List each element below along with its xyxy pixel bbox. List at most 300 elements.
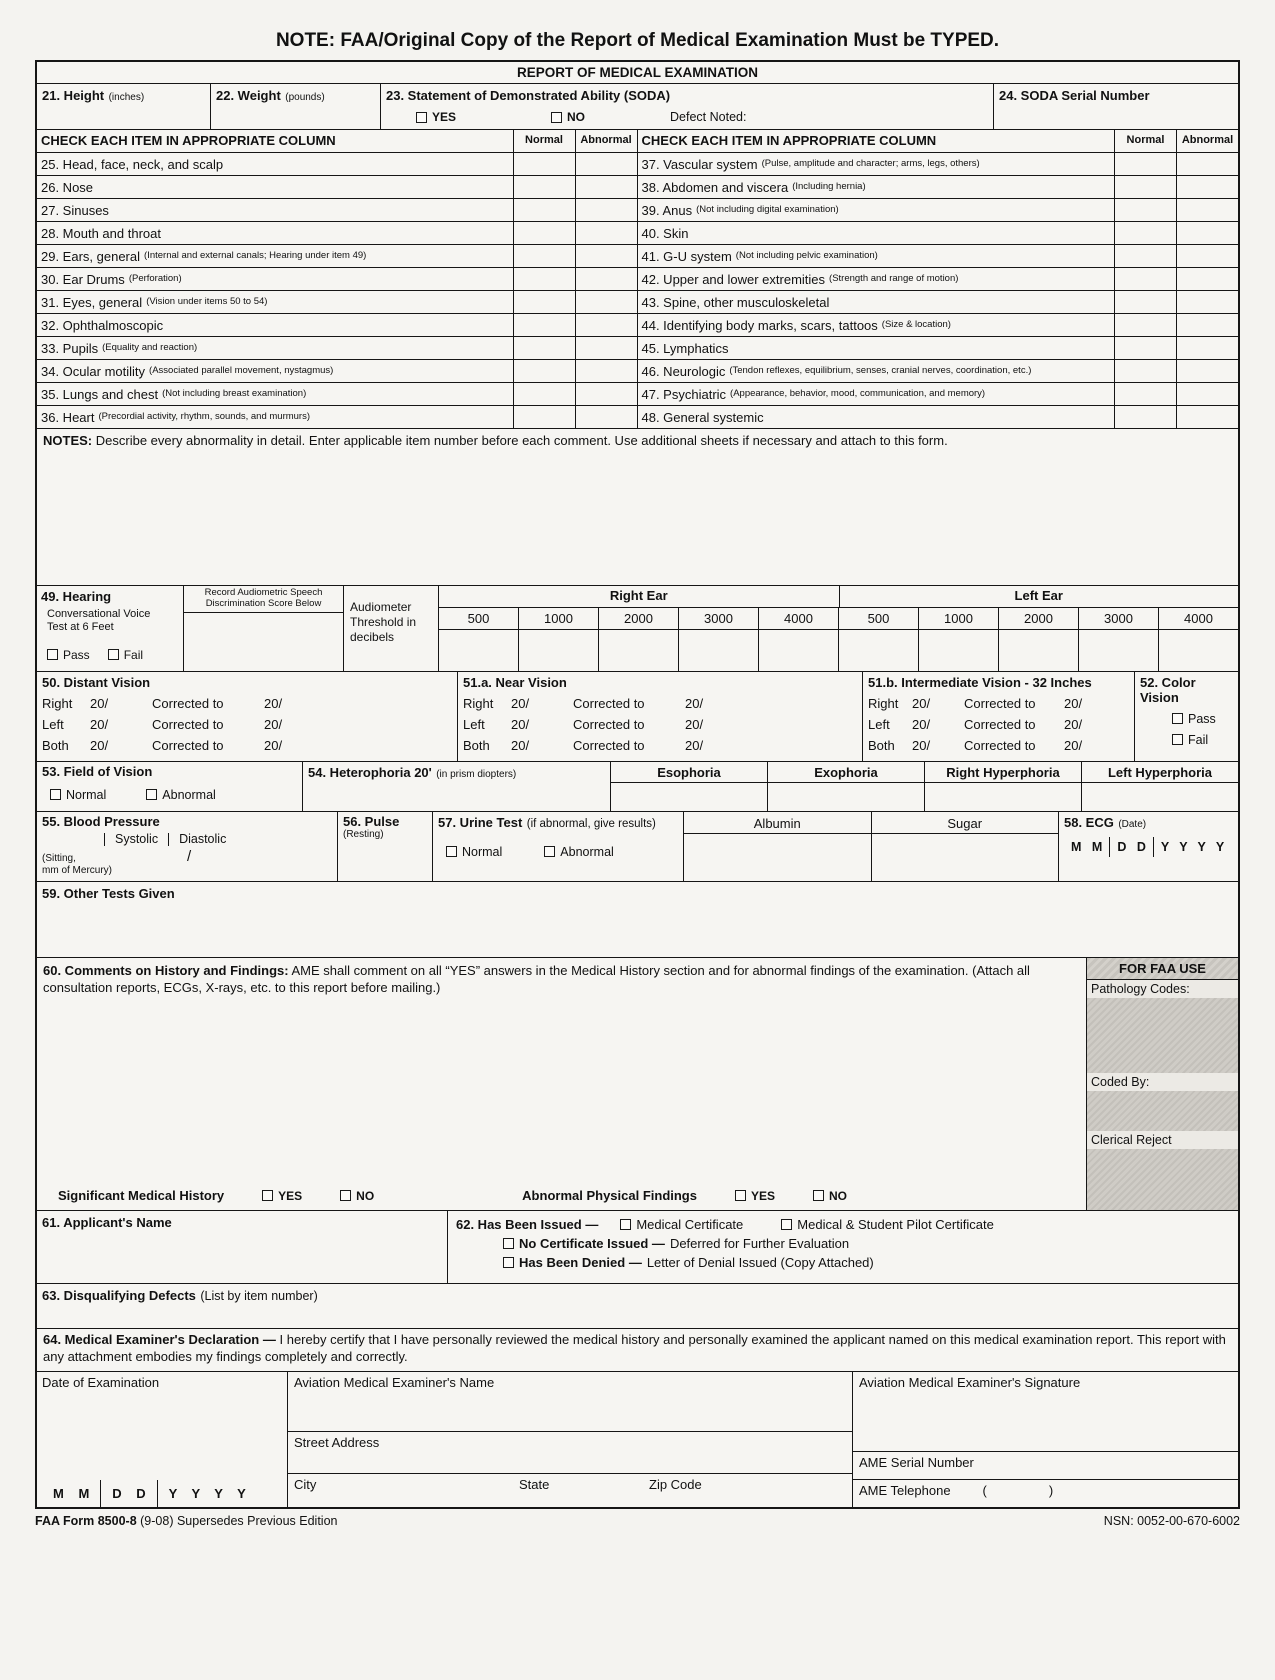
urine-test-label: 57. Urine Test: [438, 815, 523, 830]
check-row: [37, 313, 637, 336]
blood-pressure-cell: [37, 812, 337, 881]
albumin-value-cell[interactable]: [684, 834, 871, 881]
check-row: [37, 221, 637, 244]
check-item-note: (Size & location): [881, 319, 951, 331]
side-label: Both: [868, 738, 895, 753]
acuity-field[interactable]: 20/: [912, 696, 931, 711]
date-of-examination-label: Date of Examination: [42, 1375, 160, 1390]
ame-serial-number-field[interactable]: [853, 1452, 1238, 1480]
city-field[interactable]: City: [294, 1477, 317, 1492]
systolic-label: Systolic: [115, 832, 159, 846]
abnormal-check-cell[interactable]: [575, 406, 637, 428]
abnormal-check-cell[interactable]: [1176, 337, 1238, 359]
field-of-vision-cell: [37, 762, 302, 811]
blood-pressure-label: 55. Blood Pressure: [42, 814, 160, 829]
height-field[interactable]: [37, 84, 210, 129]
normal-check-cell[interactable]: [513, 406, 575, 428]
examiner-name-label: Aviation Medical Examiner's Name: [294, 1375, 495, 1390]
threshold-value-cell[interactable]: [518, 630, 598, 671]
corrected-field[interactable]: 20/: [1064, 717, 1083, 732]
check-item-label: 48. General systemic: [641, 409, 764, 425]
soda-label: 23. Statement of Demonstrated Ability (SODA): [386, 88, 671, 103]
intermediate-vision-label: 51.b. Intermediate Vision - 32 Inches: [868, 675, 1092, 690]
normal-check-cell[interactable]: [513, 360, 575, 382]
medical-student-certificate-label: Medical & Student Pilot Certificate: [797, 1217, 994, 1232]
side-label: Right: [463, 696, 494, 711]
height-label: 21. Height: [42, 88, 105, 103]
check-item-note: (Pulse, amplitude and character; arms, legs, others): [761, 158, 980, 170]
soda-serial-field[interactable]: [993, 84, 1238, 129]
ame-telephone-label: AME Telephone: [859, 1483, 951, 1498]
corrected-field[interactable]: 20/: [685, 717, 704, 732]
hearing-section: [37, 585, 1238, 671]
normal-check-cell[interactable]: [1114, 176, 1176, 198]
ame-telephone-field[interactable]: [853, 1480, 1238, 1507]
check-row: [37, 336, 637, 359]
abnormal-check-cell[interactable]: [1176, 291, 1238, 313]
check-item-label: 36. Heart: [41, 409, 95, 425]
notes-section[interactable]: [37, 428, 1238, 585]
abnormal-check-cell[interactable]: [575, 222, 637, 244]
comments-instructions: AME shall comment on all “YES” answers in the Medical History section and for abnormal findings of the examination. (Attach all consultation reports, ECGs, X-rays, etc. to this report before mailing.): [43, 963, 1030, 996]
heterophoria-label: 54. Heterophoria 20': [308, 765, 432, 780]
check-item-label-cell: [37, 291, 513, 313]
abnormal-check-cell[interactable]: [1176, 153, 1238, 175]
hearing-voice-test-cell: [37, 586, 183, 671]
medical-student-certificate-checkbox[interactable]: [781, 1219, 792, 1230]
no-certificate-label: No Certificate Issued —: [519, 1236, 665, 1251]
soda-no-checkbox[interactable]: [551, 112, 562, 123]
abnormal-check-cell[interactable]: [1176, 176, 1238, 198]
check-item-label: 33. Pupils: [41, 340, 99, 356]
check-item-label-cell: [638, 360, 1115, 382]
report-of-medical-examination-form: [35, 60, 1240, 1509]
threshold-value-row: [439, 630, 1238, 671]
check-item-note: (Precordial activity, rhythm, sounds, and murmurs): [98, 411, 311, 423]
normal-check-cell[interactable]: [1114, 406, 1176, 428]
color-vision-fail-label: Fail: [1188, 733, 1209, 747]
abnormal-check-cell[interactable]: [575, 245, 637, 267]
check-item-label-cell: [37, 314, 513, 336]
check-item-label-cell: [37, 176, 513, 198]
check-row: [638, 244, 1239, 267]
ecg-yyyy: Y Y Y Y: [1153, 837, 1231, 857]
freq-label: 3000: [1078, 608, 1158, 629]
check-item-label-cell: [37, 245, 513, 267]
left-hyperphoria-value-cell[interactable]: [1082, 783, 1238, 811]
field-of-vision-label: 53. Field of Vision: [42, 764, 153, 779]
page-footer: [35, 1514, 1240, 1528]
exophoria-header: Exophoria: [768, 762, 924, 783]
abnormal-check-cell[interactable]: [575, 360, 637, 382]
phone-paren-close: ): [1048, 1483, 1054, 1498]
nsn-number: NSN: 0052-00-670-6002: [1103, 1514, 1240, 1528]
sugar-value-cell[interactable]: [872, 834, 1059, 881]
check-item-label-cell: [37, 199, 513, 221]
albumin-header: Albumin: [684, 812, 871, 834]
abnormal-check-cell[interactable]: [1176, 245, 1238, 267]
distant-vision-cell: [37, 672, 457, 761]
weight-note: (pounds): [285, 92, 325, 103]
check-row: [638, 359, 1239, 382]
corrected-to-label: Corrected to: [964, 696, 1036, 711]
check-item-label: 25. Head, face, neck, and scalp: [41, 156, 224, 172]
acuity-field[interactable]: 20/: [511, 738, 530, 753]
medical-certificate-label: Medical Certificate: [636, 1217, 744, 1232]
yes-label: YES: [750, 1188, 775, 1203]
ecg-note: (Date): [1118, 819, 1147, 830]
items-21-24-row: [37, 83, 1238, 129]
check-header-label: CHECK EACH ITEM IN APPROPRIATE COLUMN: [641, 133, 937, 148]
side-label: Left: [868, 717, 890, 732]
corrected-field[interactable]: 20/: [264, 738, 283, 753]
corrected-field[interactable]: 20/: [264, 717, 283, 732]
normal-check-cell[interactable]: [513, 268, 575, 290]
comments-area[interactable]: [37, 958, 1086, 1210]
color-vision-pass-checkbox[interactable]: [1172, 713, 1183, 724]
vision-section: [37, 671, 1238, 761]
left-ear-header: Left Ear: [839, 586, 1239, 607]
hearing-pass-checkbox[interactable]: [47, 649, 58, 660]
right-ear-header: Right Ear: [609, 588, 668, 603]
pathology-codes-label: Pathology Codes:: [1087, 980, 1238, 998]
city-state-zip-row: [288, 1474, 852, 1507]
threshold-value-cell[interactable]: [998, 630, 1078, 671]
urine-abnormal-checkbox[interactable]: [544, 846, 555, 857]
ecg-cell: [1058, 812, 1238, 881]
fov-abnormal-checkbox[interactable]: [146, 789, 157, 800]
speech-discrimination-label: Record Audiometric Speech Discrimination Score Below: [184, 586, 343, 613]
normal-check-cell[interactable]: [513, 153, 575, 175]
normal-check-cell[interactable]: [513, 245, 575, 267]
examination-date-field[interactable]: [42, 1480, 262, 1507]
abnormal-check-cell[interactable]: [1176, 199, 1238, 221]
esophoria-value-cell[interactable]: [611, 783, 767, 811]
check-item-label: 46. Neurologic: [641, 363, 726, 379]
normal-check-cell[interactable]: [513, 222, 575, 244]
field-of-vision-section: [37, 761, 1238, 811]
threshold-value-cell[interactable]: [1158, 630, 1238, 671]
soda-no-label: NO: [567, 110, 586, 124]
abnormal-check-cell[interactable]: [1176, 222, 1238, 244]
typed-note: NOTE: FAA/Original Copy of the Report of Medical Examination Must be TYPED.: [275, 30, 1000, 51]
phone-paren-open: (: [982, 1483, 987, 1498]
fov-normal-label: Normal: [66, 788, 107, 802]
weight-field[interactable]: [210, 84, 380, 129]
check-header-label: CHECK EACH ITEM IN APPROPRIATE COLUMN: [41, 133, 336, 148]
check-item-note: (Vision under items 50 to 54): [146, 296, 268, 308]
threshold-value-cell[interactable]: [758, 630, 838, 671]
check-item-note: (Internal and external canals; Hearing under item 49): [144, 250, 367, 262]
check-item-label: 31. Eyes, general: [41, 294, 143, 310]
check-item-label: 39. Anus: [641, 202, 693, 218]
near-vision-cell: [457, 672, 862, 761]
normal-check-cell[interactable]: [513, 176, 575, 198]
normal-check-cell[interactable]: [513, 337, 575, 359]
check-item-note: (Equality and reaction): [102, 342, 198, 354]
check-row: [638, 382, 1239, 405]
heterophoria-cell: [302, 762, 610, 811]
check-row: [37, 152, 637, 175]
distant-vision-label: 50. Distant Vision: [42, 675, 151, 690]
right-hyperphoria-value-cell[interactable]: [925, 783, 1081, 811]
check-row: [638, 152, 1239, 175]
acuity-field[interactable]: 20/: [90, 717, 109, 732]
hearing-fail-checkbox[interactable]: [108, 649, 119, 660]
freq-label: 4000: [1158, 608, 1238, 629]
freq-label: 3000: [678, 608, 758, 629]
sugar-column: [871, 812, 1059, 881]
examiner-signature-column: [852, 1372, 1238, 1507]
check-item-label: 28. Mouth and throat: [41, 225, 161, 241]
check-row: [37, 244, 637, 267]
audiometer-threshold-label: Audiometer Threshold in decibels: [343, 586, 438, 671]
check-row: [37, 198, 637, 221]
pathology-codes-area: [1087, 998, 1238, 1073]
check-item-label-cell: [638, 314, 1115, 336]
acuity-field[interactable]: 20/: [511, 696, 530, 711]
no-label: NO: [829, 1188, 847, 1203]
corrected-field[interactable]: 20/: [1064, 738, 1083, 753]
threshold-value-cell[interactable]: [918, 630, 998, 671]
examiner-declaration-section: [37, 1328, 1238, 1371]
check-item-label-cell: [638, 383, 1115, 405]
right-hyperphoria-header: Right Hyperphoria: [925, 762, 1081, 783]
intermediate-vision-cell: [862, 672, 1134, 761]
abnormal-check-cell[interactable]: [575, 199, 637, 221]
declaration-label: 64. Medical Examiner's Declaration —: [43, 1332, 276, 1347]
corrected-field[interactable]: 20/: [1064, 696, 1083, 711]
significant-history-no-checkbox[interactable]: [340, 1190, 351, 1201]
audiometer-table: [438, 586, 1238, 671]
medical-certificate-checkbox[interactable]: [620, 1219, 631, 1230]
abnormal-findings-yes-checkbox[interactable]: [735, 1190, 746, 1201]
pulse-cell[interactable]: [337, 812, 432, 881]
abnormal-check-cell[interactable]: [1176, 383, 1238, 405]
check-table-left: [37, 130, 638, 428]
date-dd: D D: [100, 1480, 156, 1507]
corrected-to-label: Corrected to: [573, 738, 645, 753]
corrected-field[interactable]: 20/: [685, 738, 704, 753]
hearing-pass-label: Pass: [63, 648, 90, 662]
has-been-issued-label: 62. Has Been Issued —: [456, 1217, 599, 1232]
disqualifying-defects-section[interactable]: [37, 1283, 1238, 1328]
other-tests-label: 59. Other Tests Given: [42, 886, 175, 901]
freq-label: 500: [467, 611, 490, 626]
check-item-label-cell: [638, 176, 1115, 198]
acuity-field[interactable]: 20/: [90, 738, 109, 753]
acuity-field[interactable]: 20/: [511, 717, 530, 732]
abnormal-check-cell[interactable]: [575, 314, 637, 336]
abnormal-check-cell[interactable]: [575, 337, 637, 359]
zip-code-field[interactable]: Zip Code: [649, 1477, 702, 1492]
acuity-field[interactable]: 20/: [912, 717, 931, 732]
check-item-label-cell: [638, 245, 1115, 267]
ecg-date-field[interactable]: [1064, 837, 1233, 857]
check-row: [638, 198, 1239, 221]
ecg-label: 58. ECG: [1064, 815, 1114, 830]
corrected-to-label: Corrected to: [573, 696, 645, 711]
check-item-label-cell: [638, 406, 1115, 428]
clerical-reject-label: Clerical Reject: [1087, 1131, 1238, 1149]
acuity-field[interactable]: 20/: [912, 738, 931, 753]
applicant-issuance-section: [37, 1210, 1238, 1283]
state-field[interactable]: State: [519, 1477, 550, 1492]
normal-check-cell[interactable]: [513, 199, 575, 221]
speech-discrimination-score-field[interactable]: [184, 613, 343, 671]
abnormal-check-cell[interactable]: [575, 383, 637, 405]
abnormal-check-cell[interactable]: [575, 153, 637, 175]
form-title: REPORT OF MEDICAL EXAMINATION: [516, 65, 758, 80]
check-row: [638, 267, 1239, 290]
pulse-note: (Resting): [343, 829, 384, 840]
albumin-column: [683, 812, 871, 881]
check-item-label-cell: [638, 199, 1115, 221]
examiner-signature-field[interactable]: [853, 1372, 1238, 1452]
exophoria-column: [767, 762, 924, 811]
no-certificate-checkbox[interactable]: [503, 1238, 514, 1249]
normal-check-cell[interactable]: [513, 291, 575, 313]
threshold-value-cell[interactable]: [439, 630, 518, 671]
threshold-value-cell[interactable]: [678, 630, 758, 671]
abnormal-check-cell[interactable]: [1176, 314, 1238, 336]
corrected-field[interactable]: 20/: [264, 696, 283, 711]
form-number: FAA Form 8500-8: [35, 1514, 137, 1528]
sitting-note: (Sitting, mm of Mercury): [42, 853, 112, 876]
form-number-line: [35, 1514, 337, 1528]
abnormal-check-cell[interactable]: [575, 176, 637, 198]
abnormal-check-cell[interactable]: [1176, 360, 1238, 382]
normal-check-cell[interactable]: [1114, 291, 1176, 313]
urine-test-note: (if abnormal, give results): [526, 818, 656, 830]
threshold-value-cell[interactable]: [838, 630, 918, 671]
check-table-left-header: [37, 130, 637, 152]
abnormal-findings-label: Abnormal Physical Findings: [522, 1188, 697, 1203]
check-item-label-cell: [37, 383, 513, 405]
has-been-denied-label: Has Been Denied —: [519, 1255, 642, 1270]
sugar-header: Sugar: [872, 812, 1059, 834]
normal-check-cell[interactable]: [1114, 383, 1176, 405]
corrected-to-label: Corrected to: [964, 717, 1036, 732]
side-label: Both: [463, 738, 490, 753]
form-edition: (9-08) Supersedes Previous Edition: [140, 1514, 338, 1528]
disqualifying-defects-label: 63. Disqualifying Defects: [42, 1288, 196, 1303]
check-item-label: 40. Skin: [641, 225, 689, 241]
normal-check-cell[interactable]: [1114, 268, 1176, 290]
abnormal-check-cell[interactable]: [1176, 268, 1238, 290]
check-row: [638, 221, 1239, 244]
soda-serial-label: 24. SODA Serial Number: [999, 88, 1150, 103]
check-rows-left: [37, 152, 637, 428]
vitals-section: [37, 811, 1238, 881]
side-label: Right: [42, 696, 73, 711]
corrected-to-label: Corrected to: [573, 717, 645, 732]
normal-check-cell[interactable]: [1114, 199, 1176, 221]
check-item-label: 37. Vascular system: [641, 156, 758, 172]
corrected-field[interactable]: 20/: [685, 696, 704, 711]
freq-label: 2000: [598, 608, 678, 629]
normal-check-cell[interactable]: [513, 314, 575, 336]
freq-label: 1000: [918, 608, 998, 629]
comments-label: 60. Comments on History and Findings:: [43, 963, 289, 978]
acuity-field[interactable]: 20/: [90, 696, 109, 711]
check-row: [37, 359, 637, 382]
diastolic-label: Diastolic: [179, 832, 227, 846]
check-item-label-cell: [37, 406, 513, 428]
esophoria-column: [610, 762, 767, 811]
divider: [104, 833, 105, 846]
other-tests-section[interactable]: [37, 881, 1238, 957]
applicant-name-field[interactable]: [37, 1211, 447, 1283]
significant-history-yes-checkbox[interactable]: [262, 1190, 273, 1201]
check-item-label-cell: [37, 360, 513, 382]
normal-check-cell[interactable]: [1114, 153, 1176, 175]
color-vision-cell: [1134, 672, 1238, 761]
side-label: Both: [42, 738, 69, 753]
abnormal-findings-no-checkbox[interactable]: [813, 1190, 824, 1201]
street-address-field[interactable]: [288, 1432, 852, 1474]
fov-normal-checkbox[interactable]: [50, 789, 61, 800]
normal-check-cell[interactable]: [1114, 314, 1176, 336]
abnormal-check-cell[interactable]: [1176, 406, 1238, 428]
check-item-label-cell: [638, 222, 1115, 244]
abnormal-column-header: Abnormal: [1176, 130, 1238, 152]
color-vision-label: 52. Color Vision: [1140, 675, 1196, 705]
check-row: [37, 175, 637, 198]
normal-check-cell[interactable]: [1114, 222, 1176, 244]
corrected-to-label: Corrected to: [964, 738, 1036, 753]
examiner-name-field[interactable]: [288, 1372, 852, 1432]
urine-normal-checkbox[interactable]: [446, 846, 457, 857]
check-item-label: 41. G-U system: [641, 248, 732, 264]
normal-check-cell[interactable]: [1114, 245, 1176, 267]
abnormal-check-cell[interactable]: [575, 291, 637, 313]
check-item-label-cell: [638, 268, 1115, 290]
declaration-text: I hereby certify that I have personally reviewed the medical history and personally examined the applicant named on this medical examination report. This report with any attachment embodies my findings completely and correctly.: [43, 1332, 1226, 1364]
check-table-right-header: [638, 130, 1239, 152]
comments-section: [37, 957, 1238, 1210]
threshold-value-cell[interactable]: [598, 630, 678, 671]
check-row: [37, 267, 637, 290]
history-findings-row: [43, 1188, 1078, 1206]
check-row: [638, 313, 1239, 336]
right-hyperphoria-column: [924, 762, 1081, 811]
check-item-note: (Tendon reflexes, equilibrium, senses, cranial nerves, coordination, etc.): [729, 365, 1032, 377]
freq-label: 1000: [518, 608, 598, 629]
exophoria-value-cell[interactable]: [768, 783, 924, 811]
threshold-value-cell[interactable]: [1078, 630, 1158, 671]
check-item-note: (Including hernia): [792, 181, 866, 193]
freq-label: 4000: [758, 608, 838, 629]
has-been-denied-checkbox[interactable]: [503, 1257, 514, 1268]
normal-check-cell[interactable]: [513, 383, 575, 405]
has-been-denied-rest: Letter of Denial Issued (Copy Attached): [646, 1255, 874, 1270]
color-vision-fail-checkbox[interactable]: [1172, 734, 1183, 745]
date-yyyy: Y Y Y Y: [157, 1480, 257, 1507]
no-certificate-rest: Deferred for Further Evaluation: [669, 1236, 850, 1251]
normal-check-cell[interactable]: [1114, 360, 1176, 382]
side-label: Left: [42, 717, 64, 732]
check-item-label: 34. Ocular motility: [41, 363, 146, 379]
check-item-label: 29. Ears, general: [41, 248, 141, 264]
soda-yes-label: YES: [432, 110, 457, 124]
abnormal-check-cell[interactable]: [575, 268, 637, 290]
soda-yes-checkbox[interactable]: [416, 112, 427, 123]
normal-check-cell[interactable]: [1114, 337, 1176, 359]
normal-column-header: Normal: [513, 130, 575, 152]
check-item-label: 30. Ear Drums: [41, 271, 125, 287]
heterophoria-note: (in prism diopters): [436, 769, 517, 780]
